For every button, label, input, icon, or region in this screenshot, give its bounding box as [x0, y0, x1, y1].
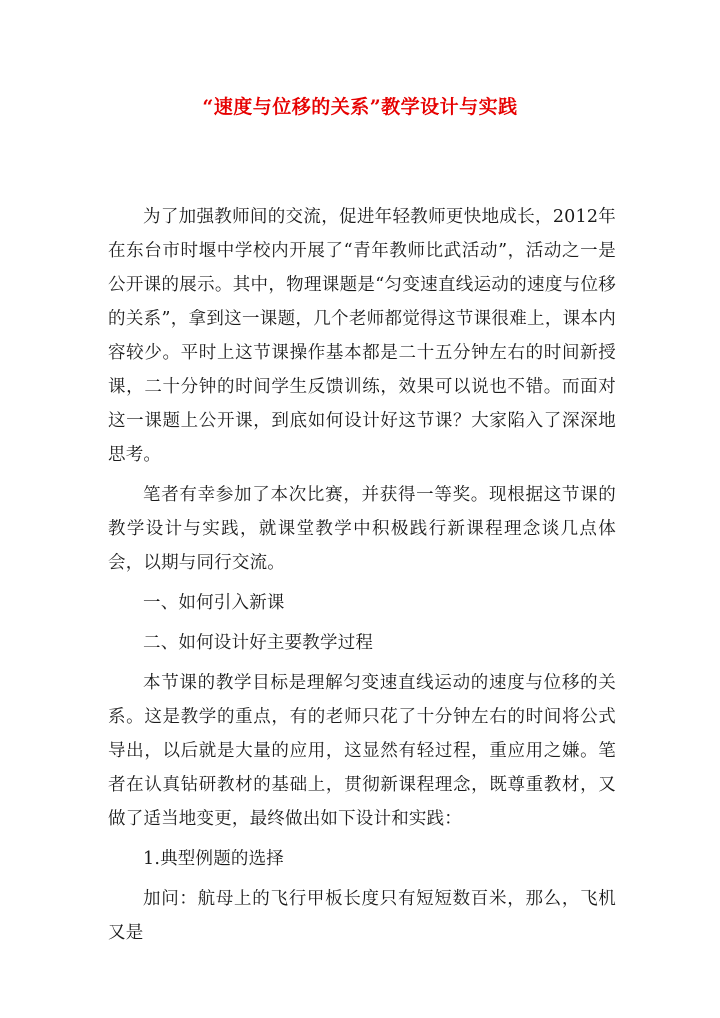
- paragraph-participation: 笔者有幸参加了本次比赛，并获得一等奖。现根据这节课的教学设计与实践，就课堂教学中积极践行新课程理念谈几点体会，以期与同行交流。: [108, 485, 616, 573]
- document-body: [108, 200, 616, 956]
- paragraph-teaching-goal: 本节课的教学目标是理解匀变速直线运动的速度与位移的关系。这是教学的重点，有的老师只花了十分钟左右的时间将公式导出，以后就是大量的应用，这显然有轻过程，重应用之嫌。笔者在认真钻研教材的基础上，贯彻新课程理念，既尊重教材，又做了适当地变更，最终做出如下设计和实践：: [108, 673, 616, 829]
- paragraph-intro: 为了加强教师间的交流，促进年轻教师更快地成长，2012年在东台市时堰中学校内开展了“青年教师比武活动”，活动之一是公开课的展示。其中，物理课题是“匀变速直线运动的速度与位移的关系”，拿到这一课题，几个老师都觉得这节课很难上，课本内容较少。平时上这节课操作基本都是二十五分钟左右的时间新授课，二十分钟的时间学生反馈训练，效果可以说也不错。而面对这一课题上公开课，到底如何设计好这节课？大家陷入了深深地思考。: [108, 207, 616, 465]
- document-title: “速度与位移的关系”教学设计与实践: [202, 96, 518, 118]
- subsection-heading-1: 1.典型例题的选择: [143, 849, 284, 869]
- section-heading-2: 二、如何设计好主要教学过程: [143, 633, 374, 653]
- section-heading-1: 一、如何引入新课: [143, 593, 285, 613]
- paragraph-question: 加问：航母上的飞行甲板长度只有短短数百米，那么，飞机又是: [108, 889, 616, 943]
